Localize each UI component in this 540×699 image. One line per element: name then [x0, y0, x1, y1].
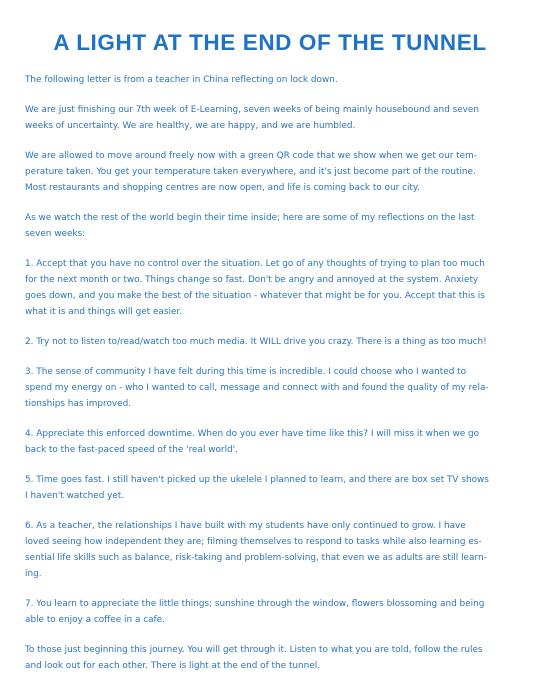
letter-paragraph	[25, 334, 517, 350]
paragraph-line: and look out for each other. There is light at the end of the tunnel.	[25, 661, 321, 671]
letter-paragraph	[25, 472, 517, 504]
paragraph-line: 1. Accept that you have no control over the situation. Let go of any thoughts of trying to plan too much	[25, 259, 485, 269]
letter-paragraph	[25, 518, 517, 582]
paragraph-line: what it is and things will get easier.	[25, 307, 183, 317]
paragraph-line: goes down, and you make the best of the situation - whatever that might be for you. Accept that this is	[25, 291, 485, 301]
paragraph-line: 4. Appreciate this enforced downtime. When do you ever have time like this? I will miss it when we go	[25, 429, 480, 439]
paragraph-line: back to the fast-paced speed of the 'real world'.	[25, 445, 238, 455]
paragraph-line: We are allowed to move around freely now with a green QR code that we show when we get our tem-	[25, 151, 477, 161]
paragraph-line: The following letter is from a teacher in China reflecting on lock down.	[25, 75, 338, 85]
letter-paragraph	[25, 426, 517, 458]
paragraph-line: loved seeing how independent they are; filming themselves to respond to tasks while also learning es-	[25, 537, 482, 547]
letter-paragraph	[25, 642, 517, 674]
letter-paragraph	[25, 364, 517, 412]
letter-paragraph	[25, 72, 517, 88]
paragraph-line: sential life skills such as balance, risk-taking and problem-solving, that even we as adults are still learn-	[25, 553, 487, 563]
paragraph-line: 3. The sense of community I have felt during this time is incredible. I could choose who I wanted to	[25, 367, 467, 377]
paragraph-line: perature taken. You get your temperature taken everywhere, and it's just become part of the routine.	[25, 167, 476, 177]
paragraph-line: tionships has improved.	[25, 399, 132, 409]
paragraph-line: able to enjoy a coffee in a cafe.	[25, 615, 165, 625]
paragraph-line: Most restaurants and shopping centres are now open, and life is coming back to our city.	[25, 183, 420, 193]
paragraph-line: 5. Time goes fast. I still haven't picked up the ukelele I planned to learn, and there are box set TV shows	[25, 475, 489, 485]
letter-paragraph	[25, 102, 517, 134]
paragraph-line: As we watch the rest of the world begin their time inside; here are some of my reflections on the last	[25, 213, 475, 223]
paragraph-line: weeks of uncertainty. We are healthy, we are happy, and we are humbled.	[25, 121, 356, 131]
paragraph-line: 2. Try not to listen to/read/watch too much media. It WILL drive you crazy. There is a thing as too much!	[25, 337, 487, 347]
paragraph-line: 6. As a teacher, the relationships I have built with my students have only continued to grow. I have	[25, 521, 466, 531]
letter-body	[25, 72, 517, 688]
paragraph-line: To those just beginning this journey. You will get through it. Listen to what you are told, follow the rules	[25, 645, 483, 655]
paragraph-line: 7. You learn to appreciate the little things; sunshine through the window, flowers blossoming and being	[25, 599, 485, 609]
letter-paragraph	[25, 596, 517, 628]
paragraph-line: I haven't watched yet.	[25, 491, 125, 501]
paragraph-line: seven weeks:	[25, 229, 86, 239]
letter-paragraph	[25, 148, 517, 196]
letter-paragraph	[25, 210, 517, 242]
letter-paragraph	[25, 256, 517, 320]
paragraph-line: We are just finishing our 7th week of E-Learning, seven weeks of being mainly housebound and seven	[25, 105, 479, 115]
paragraph-line: ing.	[25, 569, 42, 579]
page-title: A LIGHT AT THE END OF THE TUNNEL	[53, 30, 487, 55]
paragraph-line: for the next month or two. Things change so fast. Don't be angry and annoyed at the system. Anxiety	[25, 275, 479, 285]
paragraph-line: spend my energy on - who I wanted to call, message and connect with and found the quality of my rela-	[25, 383, 489, 393]
